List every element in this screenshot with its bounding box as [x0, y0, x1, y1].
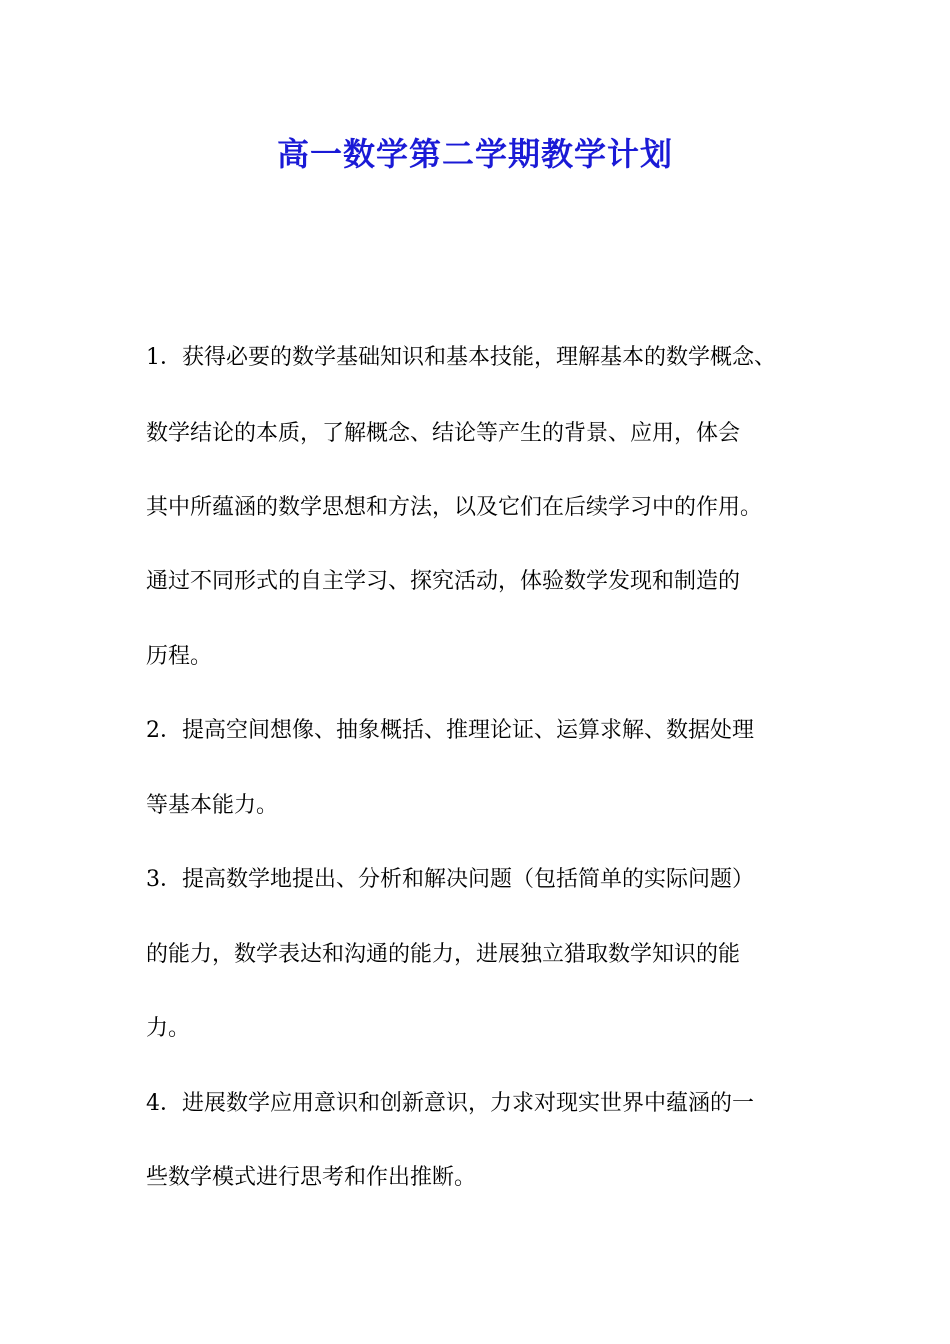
text-line: 等基本能力。 [146, 793, 279, 818]
text-line: 力。 [146, 1016, 191, 1041]
text-line: 3．提高数学地提出、分析和解决问题（包括简单的实际问题） [146, 867, 754, 892]
text-line: 的能力，数学表达和沟通的能力，进展独立猎取数学知识的能 [146, 942, 741, 967]
text-line: 数学结论的本质，了解概念、结论等产生的背景、应用，体会 [146, 421, 741, 446]
text-line: 1．获得必要的数学基础知识和基本技能，理解基本的数学概念、 [146, 345, 776, 370]
text-line: 其中所蕴涵的数学思想和方法，以及它们在后续学习中的作用。 [146, 495, 763, 520]
text-line: 2．提高空间想像、抽象概括、推理论证、运算求解、数据处理 [146, 718, 754, 743]
document-title: 高一数学第二学期教学计划 [276, 135, 673, 173]
text-line: 4．进展数学应用意识和创新意识，力求对现实世界中蕴涵的一 [146, 1091, 754, 1116]
text-line: 些数学模式进行思考和作出推断。 [146, 1165, 477, 1190]
text-line: 通过不同形式的自主学习、探究活动，体验数学发现和制造的 [146, 569, 741, 594]
text-line: 历程。 [146, 644, 213, 669]
